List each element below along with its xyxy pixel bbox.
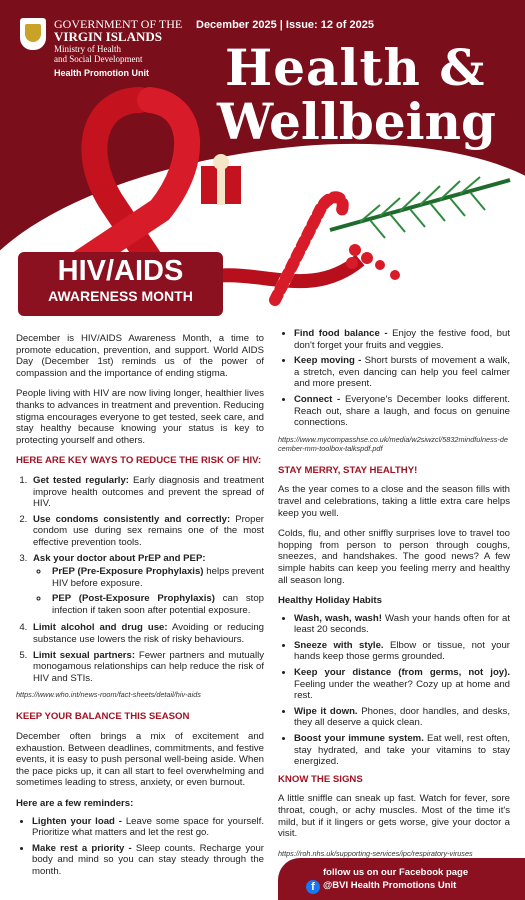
- list-item: • Boost your immune system. Eat well, rest often, stay hydrated, and take your vitamins to stay energized.: [294, 733, 510, 768]
- hiv-awareness-banner: [18, 252, 223, 316]
- facebook-footer[interactable]: [278, 858, 525, 900]
- list-item: ◦ PrEP (Pre-Exposure Prophylaxis) helps prevent HIV before exposure.: [49, 566, 264, 589]
- balance-paragraph: December often brings a mix of excitement and exhaustion. Between deadlines, commitments, and festive events, it is easy to push personal well-being aside. When the pace picks up, it can all start to feel overwhelming and sometimes leading to stress, anxiety, or even burnout.: [16, 731, 264, 789]
- list-item: 1. Get tested regularly: Early diagnosis and treatment improve health outcomes and prevent the spread of HIV.: [30, 475, 264, 510]
- habits-heading: Healthy Holiday Habits: [278, 595, 382, 607]
- crest-icon: [20, 18, 46, 50]
- newsletter-label: NEWSLETTER: [283, 160, 477, 177]
- list-item: • Find food balance - Enjoy the festive food, but don't forget your fruits and veggies.: [294, 328, 510, 351]
- reminders-list-continued: [278, 328, 510, 429]
- ways-heading: HERE ARE KEY WAYS TO REDUCE THE RISK OF HIV:: [16, 455, 262, 467]
- reminders-list: [16, 816, 264, 878]
- source-link-mycompass[interactable]: https://www.mycompasshse.co.uk/media/w2siwzcl/5832mindfulness-december-mm-toolbox-talkspdf.pdf: [278, 434, 508, 453]
- habits-list: [278, 613, 510, 768]
- list-item: • Keep moving - Short bursts of movement a walk, a stretch, even dancing can help you feel calmer and more present.: [294, 355, 510, 390]
- facebook-follow-text: follow us on our Facebook page: [323, 867, 469, 878]
- list-item: • Sneeze with style. Elbow or tissue, not your hands keep those germs grounded.: [294, 640, 510, 663]
- hiv-title: HIV/AIDS: [57, 255, 184, 287]
- title-line-1: Health &: [225, 38, 486, 97]
- title-line-2: Wellbeing: [217, 92, 496, 151]
- merry-paragraph-1: As the year comes to a close and the season fills with travel and celebrations, taking a little extra care helps keep you well.: [278, 484, 510, 519]
- gov-line-3: Ministry of Health: [54, 44, 121, 54]
- government-logo: [20, 18, 182, 64]
- reminders-heading: Here are a few reminders:: [16, 798, 134, 809]
- gov-line-4: and Social Development: [54, 54, 143, 64]
- list-item: • Make rest a priority - Sleep counts. Recharge your body and mind so you can stay steady through the month.: [32, 843, 264, 878]
- list-item: • Lighten your load - Leave some space for yourself. Prioritize what matters and let the rest go.: [32, 816, 264, 839]
- list-item: ◦ PEP (Post-Exposure Prophylaxis) can stop infection if taken soon after potential exposure.: [49, 593, 264, 616]
- list-item: 3. Ask your doctor about PrEP and PEP: ◦ PrEP (Pre-Exposure Prophylaxis) helps prevent HIV before exposure. ◦ PEP (Post-Exposure Prophylaxis) can stop infection if taken soon after potential exposure.: [30, 553, 264, 617]
- list-item: • Wash, wash, wash! Wash your hands often for at least 20 seconds.: [294, 613, 510, 636]
- issue-info: December 2025 | Issue: 12 of 2025: [196, 19, 374, 31]
- balance-heading: KEEP YOUR BALANCE THIS SEASON: [16, 711, 190, 723]
- list-item: • Wipe it down. Phones, door handles, and desks, they all deserve a quick clean.: [294, 706, 510, 729]
- right-column: [278, 328, 510, 870]
- signs-paragraph: A little sniffle can sneak up fast. Watch for fever, sore throat, cough, or achy muscles. Most of the time it's mild, but if it lingers or gets worse, give your doctor a visit.: [278, 793, 510, 840]
- list-item: • Connect - Everyone's December looks different. Reach out, share a laugh, and focus on genuine connections.: [294, 394, 510, 429]
- hiv-subtitle: AWARENESS MONTH: [48, 288, 193, 304]
- list-item: • Keep your distance (from germs, not joy). Feeling under the weather? Cozy up at home and rest.: [294, 667, 510, 702]
- ways-list: [16, 475, 264, 685]
- facebook-handle[interactable]: @BVI Health Promotions Unit: [323, 880, 457, 891]
- source-link-nhs[interactable]: https://roh.nhs.uk/supporting-services/ipc/respiratory-viruses: [278, 848, 473, 858]
- source-link-who[interactable]: https://www.who.int/news-room/fact-sheets/detail/hiv-aids: [16, 690, 201, 700]
- gov-line-2: VIRGIN ISLANDS: [54, 29, 162, 44]
- signs-heading: KNOW THE SIGNS: [278, 773, 363, 785]
- left-column: [16, 333, 264, 884]
- gov-line-1: GOVERNMENT OF THE: [54, 17, 183, 31]
- list-item: 4. Limit alcohol and drug use: Avoiding or reducing substance use lowers the risk of risky behaviours.: [30, 622, 264, 645]
- prep-pep-list: [33, 566, 264, 616]
- list-item: 5. Limit sexual partners: Fewer partners and mutually monogamous relationships can help reduce the risk of HIV and STIs.: [30, 650, 264, 685]
- intro-paragraph-2: People living with HIV are now living longer, healthier lives thanks to advances in treatment and prevention. Reducing stigma encourages everyone to get tested, seek care, and stay healthy because knowing your status is key to protecting yourself and others.: [16, 388, 264, 446]
- facebook-icon[interactable]: f: [306, 880, 320, 894]
- intro-paragraph-1: December is HIV/AIDS Awareness Month, a time to promote education, prevention, and support. World AIDS Day (December 1st) reminds us of the power of compassion and the importance of ending stigma.: [16, 333, 264, 379]
- list-item: 2. Use condoms consistently and correctly: Proper condom use during sex remains one of the most effective prevention tools.: [30, 514, 264, 549]
- unit-name: Health Promotion Unit: [54, 68, 149, 78]
- merry-paragraph-2: Colds, flu, and other sniffly surprises love to travel too hopping from person to person through coughs, sneezes, and handshakes. The good news? A few simple habits can keep you feeling merry and healthy all season long.: [278, 528, 510, 586]
- merry-heading: STAY MERRY, STAY HEALTHY!: [278, 464, 418, 476]
